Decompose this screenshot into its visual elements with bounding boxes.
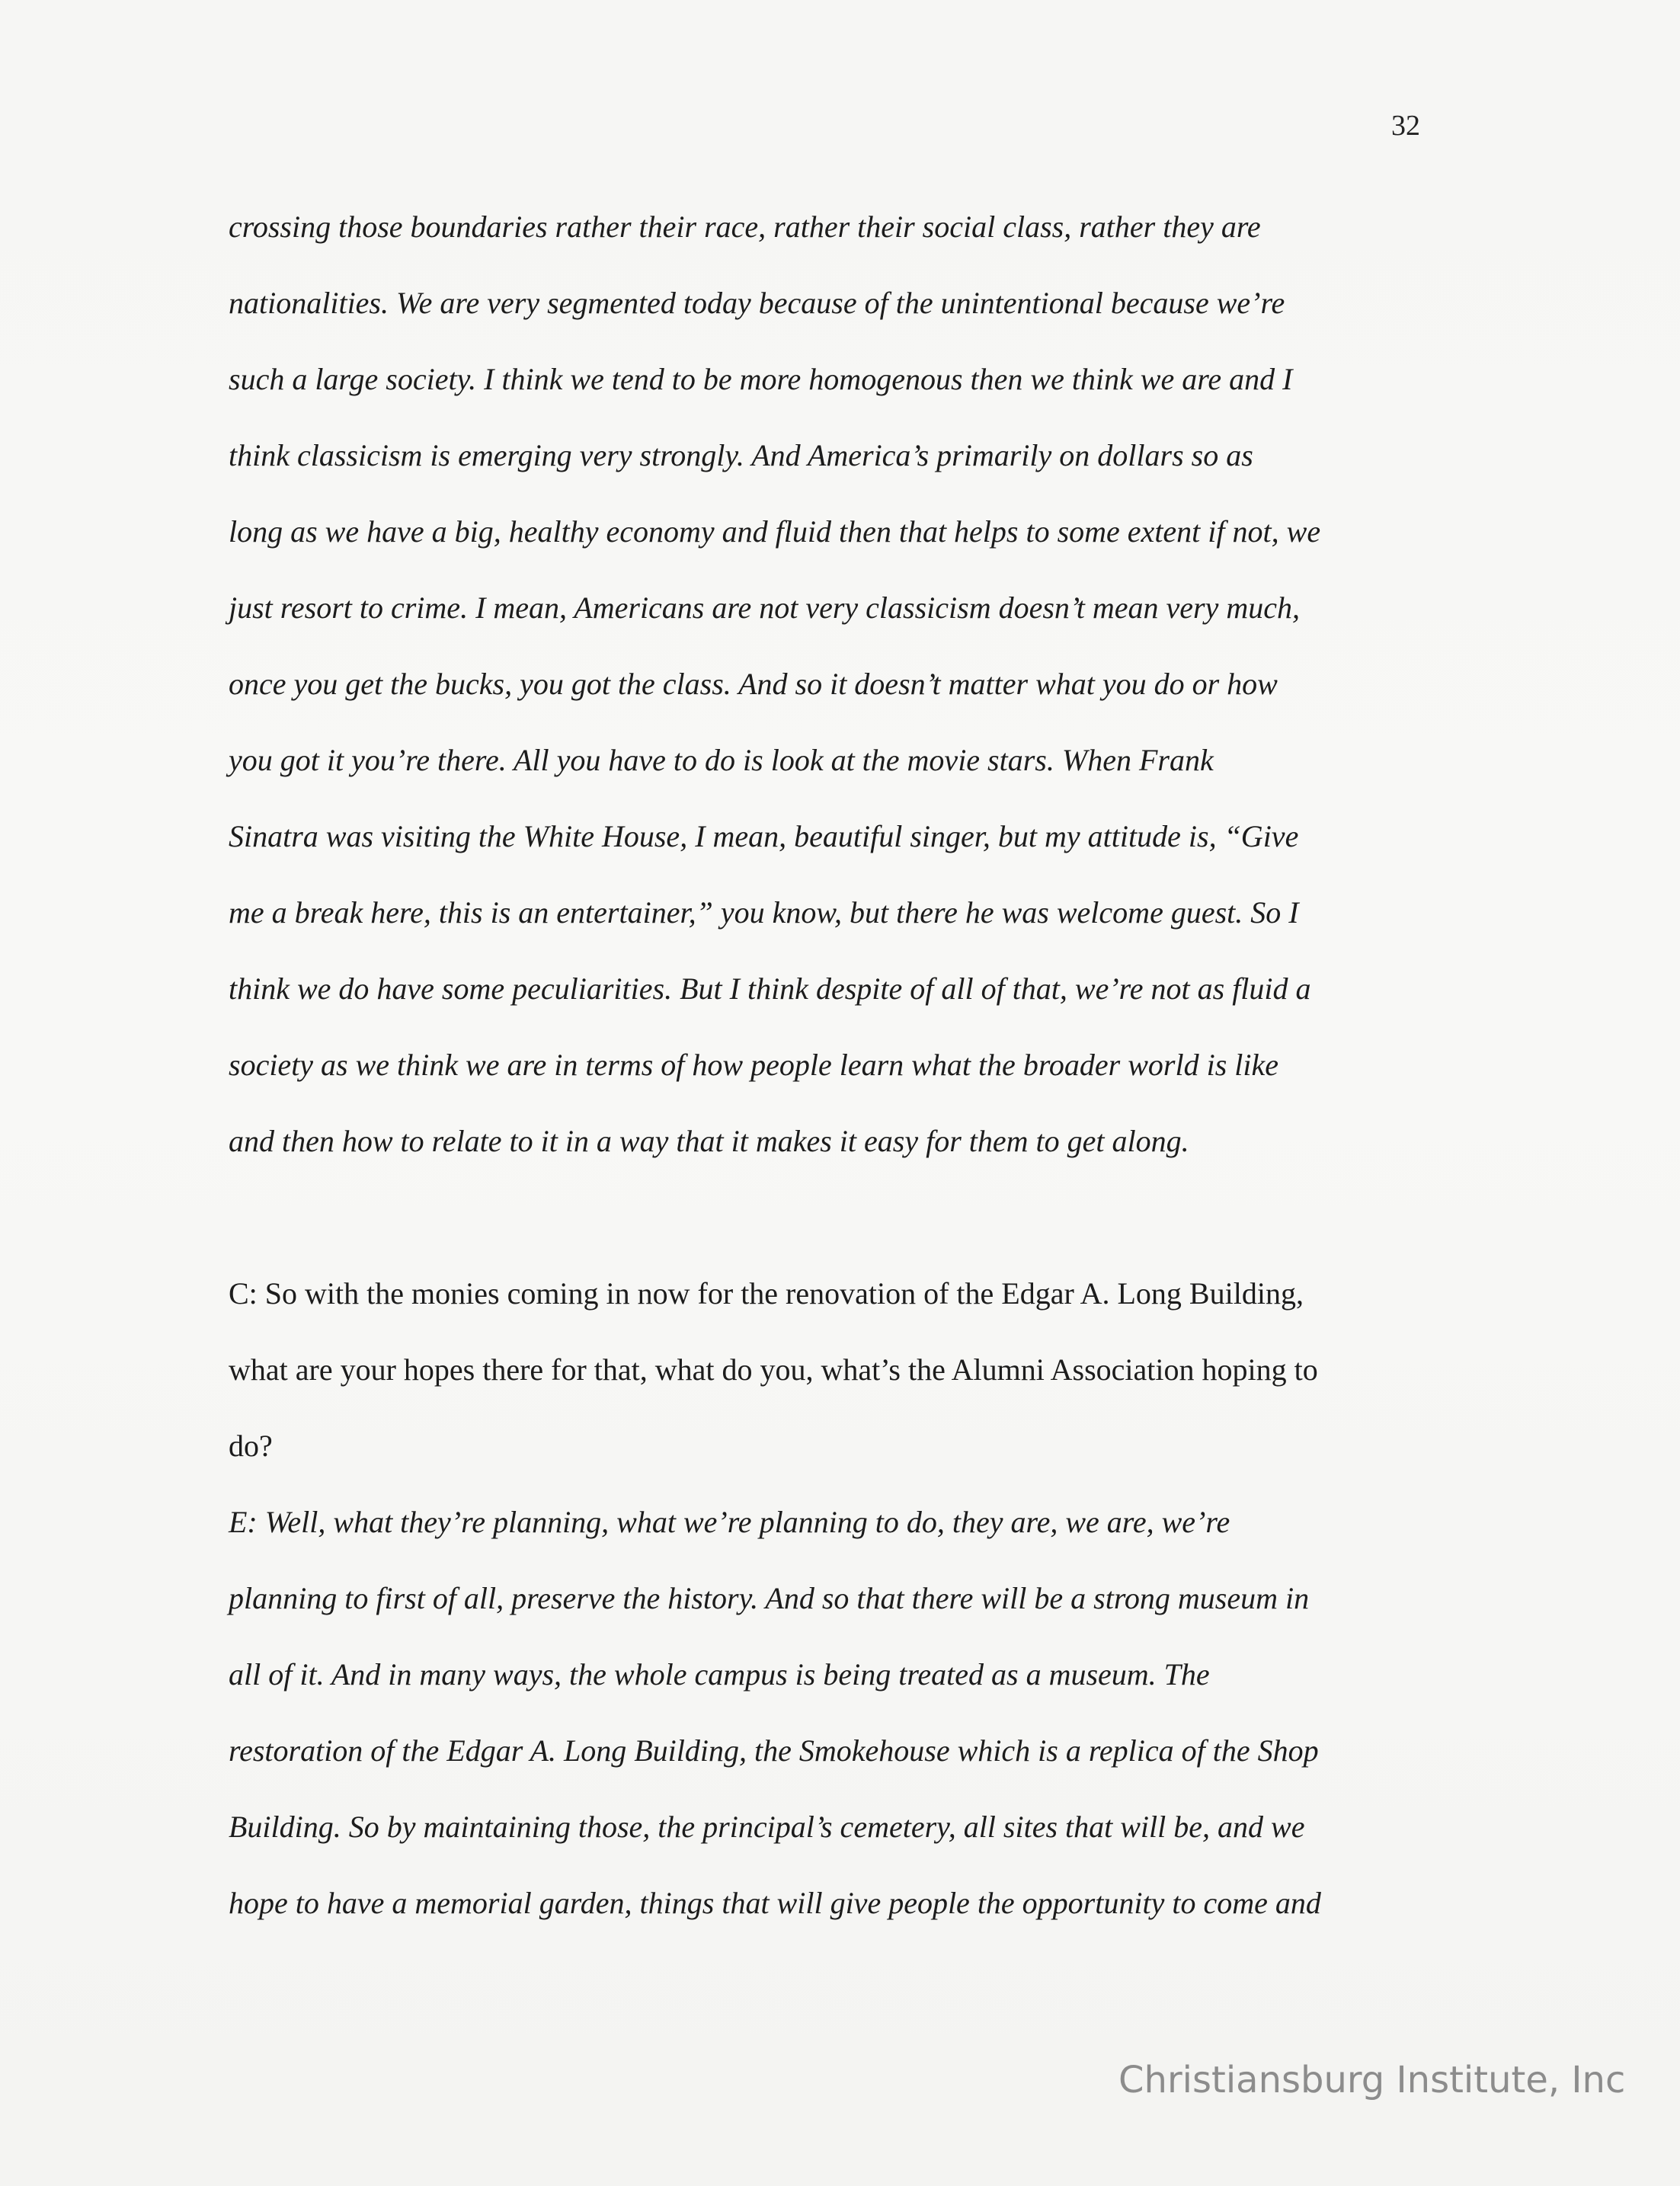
- text-line: hope to have a memorial garden, things that will give people the opportunity to come and: [229, 1886, 1321, 1920]
- text-line: do?: [229, 1429, 273, 1463]
- text-line: Sinatra was visiting the White House, I mean, beautiful singer, but my attitude is, “Give: [229, 819, 1299, 853]
- text-line: C: So with the monies coming in now for the renovation of the Edgar A. Long Building,: [229, 1276, 1304, 1311]
- text-line: all of it. And in many ways, the whole campus is being treated as a museum. The: [229, 1657, 1210, 1692]
- text-line: crossing those boundaries rather their race, rather their social class, rather they are: [229, 210, 1261, 244]
- text-line: Building. So by maintaining those, the principal’s cemetery, all sites that will be, and we: [229, 1810, 1305, 1844]
- text-line: E: Well, what they’re planning, what we’re planning to do, they are, we are, we’re: [229, 1505, 1230, 1539]
- answer-paragraph: [229, 189, 1432, 1179]
- page-number: 32: [1391, 110, 1420, 142]
- text-line: nationalities. We are very segmented today because of the unintentional because we’re: [229, 286, 1285, 320]
- text-line: such a large society. I think we tend to be more homogenous then we think we are and I: [229, 362, 1293, 396]
- text-line: society as we think we are in terms of how people learn what the broader world is like: [229, 1048, 1278, 1082]
- text-line: and then how to relate to it in a way that it makes it easy for them to get along.: [229, 1124, 1189, 1158]
- text-line: me a break here, this is an entertainer,” you know, but there he was welcome guest. So I: [229, 895, 1299, 930]
- text-line: long as we have a big, healthy economy and fluid then that helps to some extent if not, we: [229, 514, 1321, 549]
- watermark: Christiansburg Institute, Inc: [1118, 2059, 1626, 2101]
- text-line: once you get the bucks, you got the class. And so it doesn’t matter what you do or how: [229, 667, 1278, 701]
- text-line: think classicism is emerging very strongly. And America’s primarily on dollars so as: [229, 438, 1253, 472]
- text-line: you got it you’re there. All you have to do is look at the movie stars. When Frank: [229, 743, 1214, 777]
- text-line: restoration of the Edgar A. Long Building, the Smokehouse which is a replica of the Shop: [229, 1733, 1319, 1768]
- text-line: planning to first of all, preserve the history. And so that there will be a strong museum in: [229, 1581, 1310, 1615]
- text-line: what are your hopes there for that, what do you, what’s the Alumni Association hoping to: [229, 1352, 1318, 1387]
- interviewer-question: [229, 1256, 1432, 1484]
- text-line: think we do have some peculiarities. But I think despite of all of that, we’re not as fluid a: [229, 971, 1311, 1006]
- interviewee-answer: [229, 1484, 1432, 1941]
- text-line: just resort to crime. I mean, Americans are not very classicism doesn’t mean very much,: [229, 591, 1301, 625]
